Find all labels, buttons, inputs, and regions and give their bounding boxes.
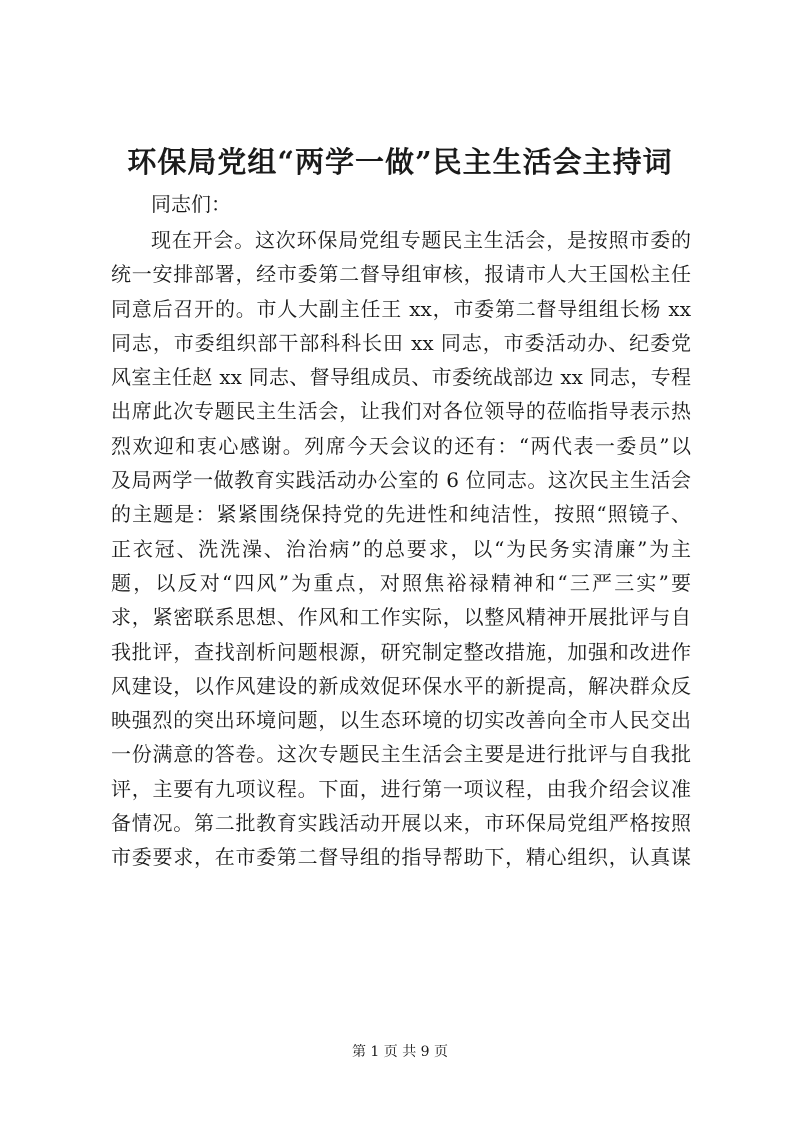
body-line: 正衣冠、洗洗澡、治治病”的总要求，以“为民务实清廉”为主: [111, 536, 691, 561]
body-line: 及局两学一做教育实践活动办公室的 6 位同志。这次民主生活会: [111, 468, 691, 493]
body-line: 求，紧密联系思想、作风和工作实际，以整风精神开展批评与自: [111, 605, 691, 630]
body-line: 同志，市委组织部干部科科长田 xx 同志，市委活动办、纪委党: [111, 330, 691, 355]
body-line: 烈欢迎和衷心感谢。列席今天会议的还有：“两代表一委员”以: [111, 433, 691, 458]
body-line: 同意后召开的。市人大副主任王 xx，市委第二督导组组长杨 xx: [111, 296, 691, 321]
body-line: 我批评，查找剖析问题根源，研究制定整改措施，加强和改进作: [111, 639, 691, 664]
body-line: 备情况。第二批教育实践活动开展以来，市环保局党组严格按照: [111, 811, 691, 836]
body-text: [111, 223, 691, 875]
body-line: 市委要求，在市委第二督导组的指导帮助下，精心组织，认真谋: [111, 845, 691, 870]
body-line: 统一安排部署，经市委第二督导组审核，报请市人大王国松主任: [111, 262, 691, 287]
body-line: 现在开会。这次环保局党组专题民主生活会，是按照市委的: [151, 228, 691, 252]
body-line: 风室主任赵 xx 同志、督导组成员、市委统战部边 xx 同志，专程: [111, 365, 691, 390]
body-line: 评，主要有九项议程。下面，进行第一项议程，由我介绍会议准: [111, 776, 691, 801]
greeting-line: 同志们：: [151, 192, 231, 216]
page-number-footer: 第 1 页 共 9 页: [351, 1044, 449, 1060]
body-line: 的主题是：紧紧围绕保持党的先进性和纯洁性，按照“照镜子、: [111, 502, 691, 527]
body-line: 风建设，以作风建设的新成效促环保水平的新提高，解决群众反: [111, 673, 691, 698]
document-title: 环保局党组“两学一做”民主生活会主持词: [127, 145, 673, 179]
body-line: 映强烈的突出环境问题，以生态环境的切实改善向全市人民交出: [111, 708, 691, 733]
body-line: 出席此次专题民主生活会，让我们对各位领导的莅临指导表示热: [111, 399, 691, 424]
body-line: 题，以反对“四风”为重点，对照焦裕禄精神和“三严三实”要: [111, 570, 691, 595]
body-line: 一份满意的答卷。这次专题民主生活会主要是进行批评与自我批: [111, 742, 691, 767]
